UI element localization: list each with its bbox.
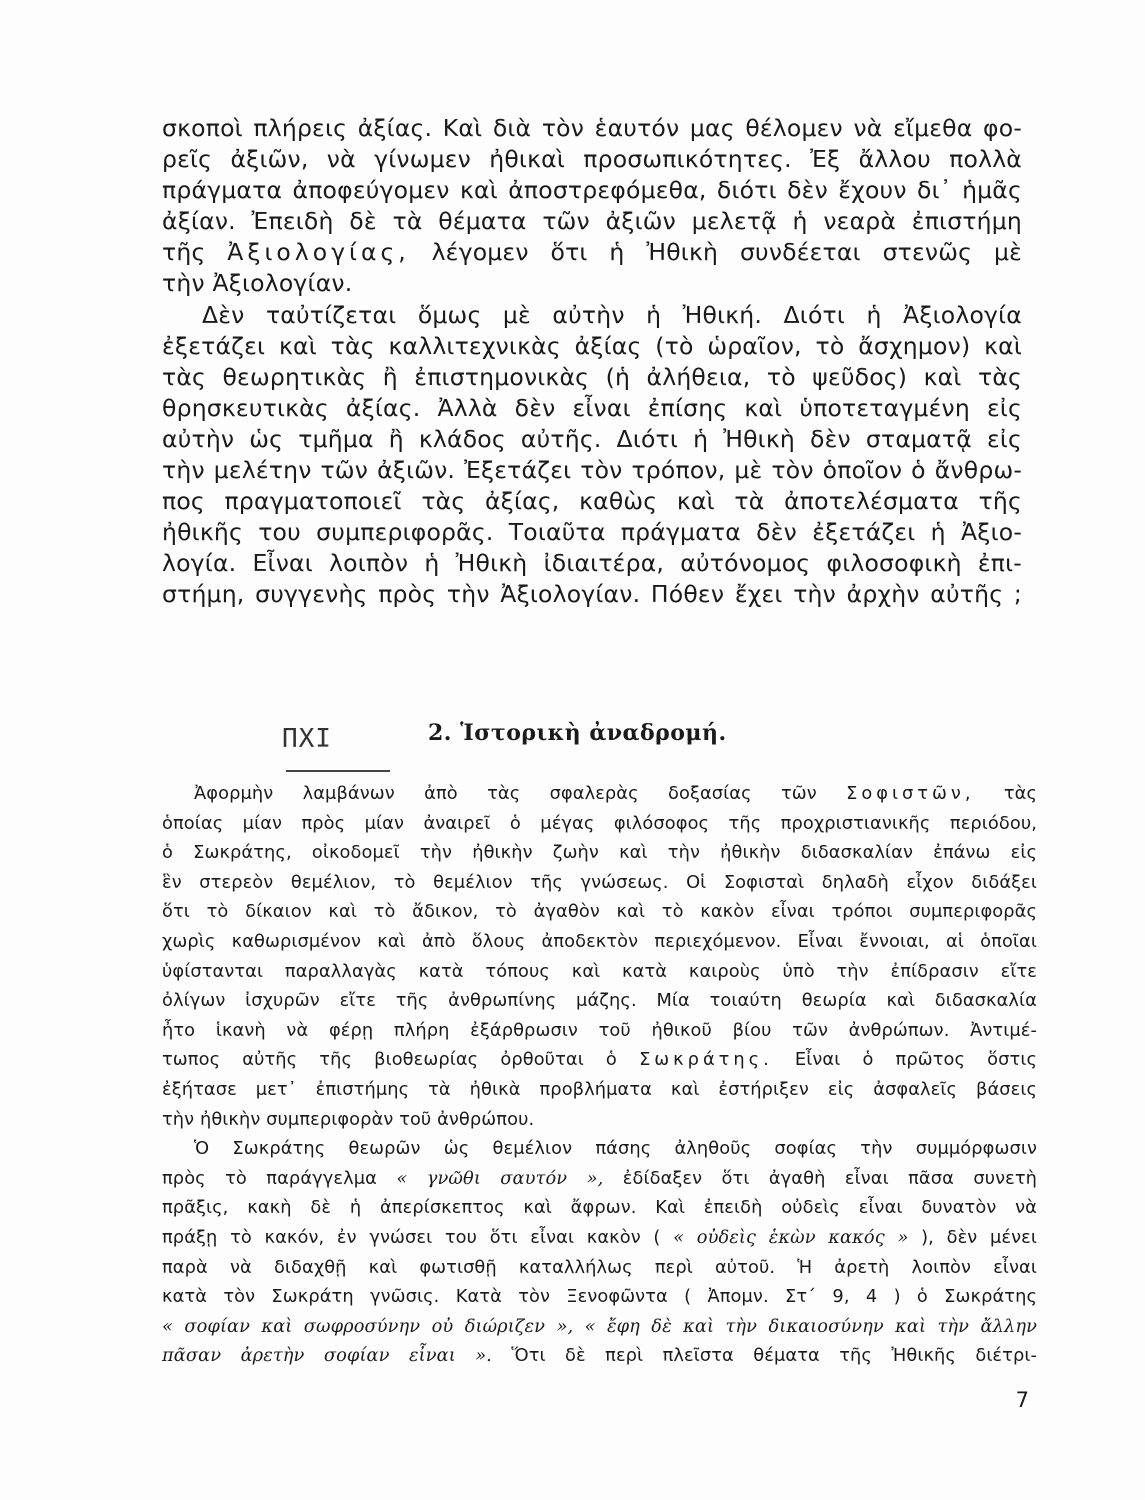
paragraph-line: τὴν Ἀξιολογίαν. [162,269,353,298]
paragraph-line: ἓν στερεὸν θεμέλιον, τὸ θεμέλιον τῆς γνώσεως. Οἱ Σοφισταὶ δηλαδὴ εἶχον διδάξει [162,871,1037,893]
paragraph-line: πρᾶξις, κακὴ δὲ ἡ ἀπερίσκεπτος καὶ ἄφρων. Καὶ ἐπειδὴ οὐδεὶς εἶναι δυνατὸν νὰ [162,1197,1037,1219]
text-segment: Ὅτι δὲ περὶ πλεῖστα θέματα τῆς Ἠθικῆς διέτρι- [511,1345,1037,1367]
spaced-term-axiologia: Ἀξιολογίας, [227,238,410,267]
spaced-term-sophists: Σοφιστῶν, [846,783,975,804]
paragraph-line: λογία. Εἶναι λοιπὸν ἡ Ἠθικὴ ἰδιαιτέρα, αὐτόνομος φιλοσοφικὴ ἐπι- [162,549,1022,578]
paragraph-line [162,1223,1037,1253]
paragraph-line: σκοποὶ πλήρεις ἀξίας. Καὶ διὰ τὸν ἑαυτόν μας θέλομεν νὰ εἴμεθα φο- [162,114,1022,142]
text-segment: τὰς [1003,783,1037,804]
paragraph-line [162,1164,1037,1194]
paragraph-line [162,237,1022,268]
paragraph-line: ὑφίστανται παραλλαγὰς κατὰ τόπους καὶ κατὰ καιροὺς ὑπὸ τὴν ἐπίδρασιν εἴτε [162,960,1037,982]
text-block-upper [162,113,1022,611]
paragraph-line: ὁποίας μίαν πρὸς μίαν ἀναιρεῖ ὁ μέγας φιλόσοφος τῆς προχριστιανικῆς περιόδου, [162,812,1037,834]
paragraph-line: παρὰ νὰ διδαχθῇ καὶ φωτισθῇ καταλλήλως περὶ αὐτοῦ. Ἡ ἀρετὴ λοιπὸν εἶναι [162,1256,1037,1278]
paragraph-line: πράγματα ἀποφεύγομεν καὶ ἀποστρεφόμεθα, διότι δὲν ἔχουν δι᾽ ἡμᾶς [162,176,1022,205]
text-segment: Ἀφορμὴν λαμβάνων ἀπὸ τὰς σφαλερὰς δοξασίας τῶν [194,783,817,804]
paragraph-line: αὐτὴν ὡς τμῆμα ἢ κλάδος αὐτῆς. Διότι ἡ Ἠθικὴ δὲν σταματᾷ εἰς [162,424,1022,453]
quote-italic: « σοφίαν καὶ σωφροσύνην οὐ διώριζεν », [162,1315,574,1337]
handwritten-note: ΠΧΙ [282,724,332,754]
text-block-lower [162,779,1037,1371]
paragraph-line: τὴν μελέτην τῶν ἀξιῶν. Ἐξετάζει τὸν τρόπον, μὲ τὸν ὁποῖον ὁ ἄνθρω- [162,456,1022,485]
paragraph-line: ὀλίγων ἰσχυρῶν εἴτε τῆς ἀνθρωπίνης μάζης. Μία τοιαύτη θεωρία καὶ διδασκαλία [162,990,1037,1012]
quote-italic: « ἔφη δὲ καὶ τὴν δικαιοσύνην καὶ τὴν ἄλλην [584,1315,1037,1337]
spaced-term-socrates: Σωκράτης. [639,1049,773,1071]
text-segment: πράξῃ τὸ κακόν, ἐν γνώσει του ὅτι εἶναι κακὸν ( [162,1226,661,1248]
text-segment: τωπος αὐτῆς τῆς βιοθεωρίας ὀρθοῦται ὁ [162,1049,617,1071]
paragraph-line: Δὲν ταὐτίζεται ὅμως μὲ αὐτὴν ἡ Ἠθική. Διότι ἡ Ἀξιολογία [202,300,1022,329]
paragraph-line: ἦτο ἱκανὴ νὰ φέρῃ πλήρη ἐξάρθρωσιν τοῦ ἠθικοῦ βίου τῶν ἀνθρώπων. Ἀντιμέ- [162,1019,1037,1041]
quote-italic: « οὐδεὶς ἑκὼν κακός » [673,1226,909,1248]
quote-italic: πᾶσαν ἀρετὴν σοφίαν εἶναι ». [162,1345,492,1367]
paragraph-line: ρεῖς ἀξιῶν, νὰ γίνωμεν ἠθικαὶ προσωπικότητες. Ἐξ ἄλλου πολλὰ [162,145,1022,174]
text-segment: πρὸς τὸ παράγγελμα [162,1167,377,1189]
handwritten-underline [286,770,390,772]
paragraph-line [162,1341,1037,1371]
paragraph-line: ὅτι τὸ δίκαιον καὶ τὸ ἄδικον, τὸ ἀγαθὸν καὶ τὸ κακὸν εἶναι τρόποι συμπεριφορᾶς [162,901,1037,923]
paragraph-line: τὴν ἠθικὴν συμπεριφορὰν τοῦ ἀνθρώπου. [162,1108,535,1130]
paragraph-line [162,779,1037,809]
text-segment: τῆς [162,238,206,267]
page-number: 7 [1015,1388,1029,1412]
paragraph-line: ὁ Σωκράτης, οἰκοδομεῖ τὴν ἠθικὴν ζωὴν καὶ τὴν ἠθικὴν διδασκαλίαν ἐπάνω εἰς [162,842,1037,864]
paragraph-line: θρησκευτικὰς ἀξίας. Ἀλλὰ δὲν εἶναι ἐπίσης καὶ ὑποτεταγμένη εἰς [162,393,1022,422]
paragraph-line: χωρὶς καθωρισμένον καὶ ἀπὸ ὅλους ἀποδεκτὸν περιεχόμενον. Εἶναι ἔννοιαι, αἱ ὁποῖαι [162,930,1037,952]
section-title: 2. Ἱστορικὴ ἀναδρομή. [428,720,727,746]
paragraph-line: ἐξήτασε μετ᾽ ἐπιστήμης τὰ ἠθικὰ προβλήματα καὶ ἐστήριξεν εἰς ἀσφαλεῖς βάσεις [162,1078,1037,1100]
paragraph-line: Ὁ Σωκράτης θεωρῶν ὡς θεμέλιον πάσης ἀληθοῦς σοφίας τὴν συμμόρφωσιν [194,1138,1037,1160]
text-segment: ), δὲν μένει [921,1226,1037,1248]
paragraph-line: τὰς θεωρητικὰς ἢ ἐπιστημονικὰς (ἡ ἀλήθεια, τὸ ψεῦδος) καὶ τὰς [162,362,1022,391]
paragraph-line: ἠθικῆς του συμπεριφορᾶς. Τοιαῦτα πράγματα δὲν ἐξετάζει ἡ Ἀξιο- [162,518,1022,547]
paragraph-line: πος πραγματοποιεῖ τὰς ἀξίας, καθὼς καὶ τὰ ἀποτελέσματα τῆς [162,487,1022,516]
paragraph-line [162,1312,1037,1342]
paragraph-line [162,1045,1037,1075]
quote-italic: « γνῶθι σαυτόν », [396,1167,604,1189]
paragraph-line: κατὰ τὸν Σωκράτη γνῶσις. Κατὰ τὸν Ξενοφῶντα ( Ἀπομν. Στ΄ 9, 4 ) ὁ Σωκράτης [162,1286,1037,1308]
text-segment: ἐδίδαξεν ὅτι ἀγαθὴ εἶναι πᾶσα συνετὴ [622,1167,1037,1189]
paragraph-line: στήμη, συγγενὴς πρὸς τὴν Ἀξιολογίαν. Πόθεν ἔχει τὴν ἀρχὴν αὐτῆς ; [162,580,1022,609]
text-segment: λέγομεν ὅτι ἡ Ἠθικὴ συνδέεται στενῶς μὲ [431,238,1023,267]
paragraph-line: ἐξετάζει καὶ τὰς καλλιτεχνικὰς ἀξίας (τὸ ὡραῖον, τὸ ἄσχημον) καὶ [162,331,1022,360]
paragraph-line: ἀξίαν. Ἐπειδὴ δὲ τὰ θέματα τῶν ἀξιῶν μελετᾷ ἡ νεαρὰ ἐπιστήμη [162,207,1022,236]
text-segment: Εἶναι ὁ πρῶτος ὅστις [794,1049,1037,1071]
